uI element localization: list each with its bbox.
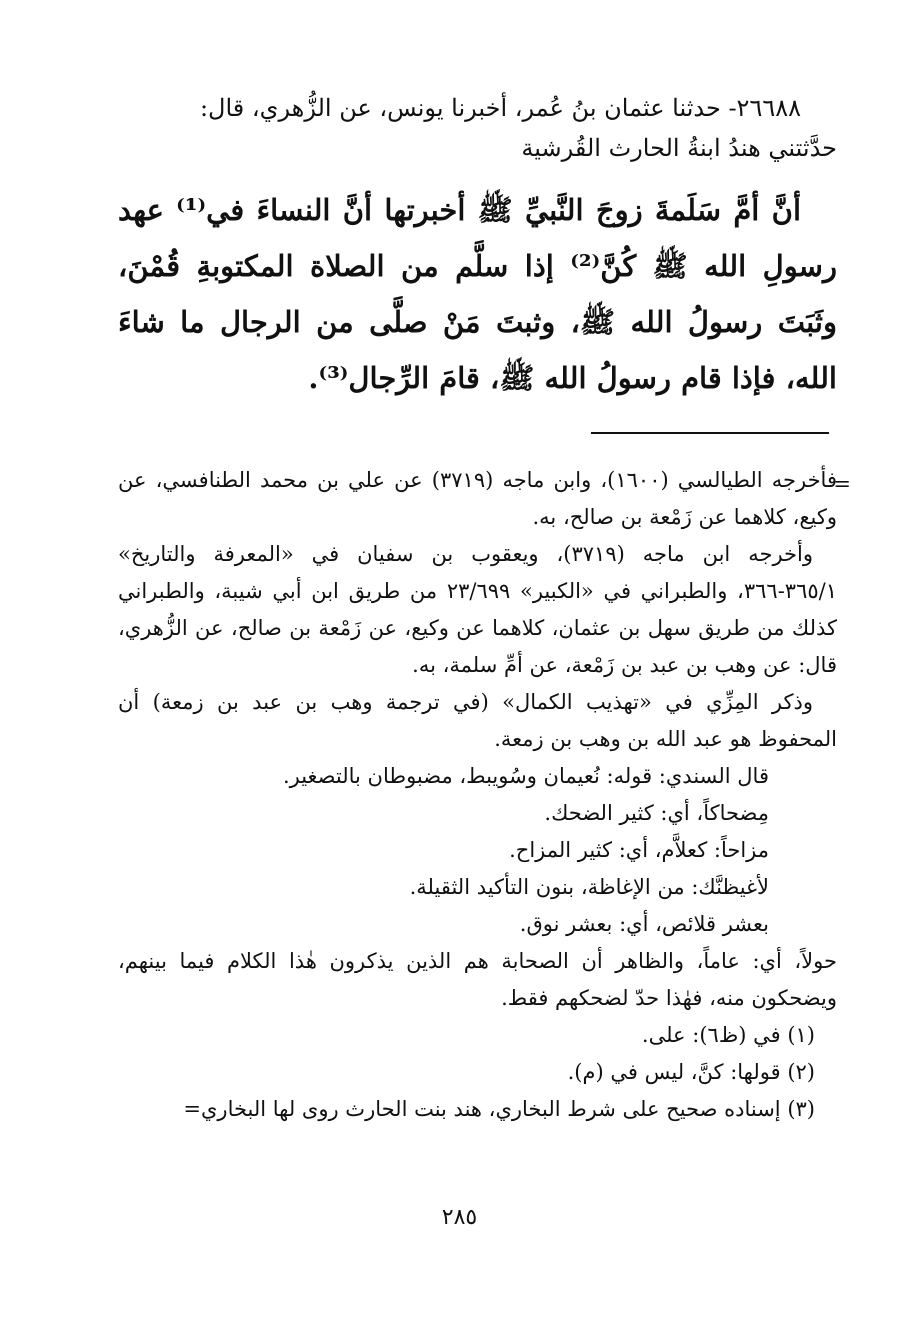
footnote-2: (٢) قولها: كنَّ، ليس في (م). xyxy=(567,1060,815,1084)
isnad-line-2: حدَّثتني هندُ ابنةُ الحارث القُرشية xyxy=(521,134,837,162)
sindi-line-3: مزاحاً: كعلاَّم، أي: كثير المزاح. xyxy=(509,838,769,862)
footnote-1: (١) في (ظ٦): على. xyxy=(641,1023,815,1047)
hadith-isnad xyxy=(118,88,837,168)
sindi-line-1: قال السندي: قوله: نُعيمان وسُويبط، مضبوطان بالتصغير. xyxy=(282,764,769,788)
note-paragraph-2: وأخرجه ابن ماجه (٣٧١٩)، ويعقوب بن سفيان في «المعرفة والتاريخ» ٣٦٥/١-٣٦٦، والطبراني في «الكبير» ٢٣/٦٩٩ من طريق ابن أبي شيبة، والطبراني كذلك من طريق سهل بن عثمان، كلاهما عن وكيع، عن زَمْعة بن صالح، عن الزُّهري، قال: عن وهب بن عبد بن زَمْعة، عن أمِّ سلمة، به. xyxy=(118,542,837,677)
footnote-divider xyxy=(591,432,829,434)
note-paragraph-4: حولاً، أي: عاماً، والظاهر أن الصحابة هم الذين يذكرون هٰذا الكلام فيما بينهم، ويضحكون منه، فهٰذا حدّ لضحكهم فقط. xyxy=(118,949,837,1010)
sindi-line-2: مِضحاكاً، أي: كثير الضحك. xyxy=(544,801,769,825)
notes-section xyxy=(118,462,837,1128)
note-paragraph-3: وذكر المِزِّي في «تهذيب الكمال» (في ترجمة وهب بن عبد بن زمعة) أن المحفوظ هو عبد الله بن وهب بن زمعة. xyxy=(118,690,837,751)
footnote-3: (٣) إسناده صحيح على شرط البخاري، هند بنت الحارث روى لها البخاري= xyxy=(183,1097,815,1121)
isnad-line-1: ٢٦٦٨٨- حدثنا عثمان بنُ عُمر، أخبرنا يونس، عن الزُّهري، قال: xyxy=(199,94,801,122)
page-number: ٢٨٥ xyxy=(441,1205,478,1230)
hadith-matn xyxy=(118,182,837,406)
sindi-line-4: لأغيظنَّك: من الإغاظة، بنون التأكيد الثقيلة. xyxy=(409,875,769,899)
matn-text: أنَّ أمَّ سَلَمةَ زوجَ النَّبيِّ ﷺ أخبرتها أنَّ النساءَ في⁽¹⁾ عهد رسولِ الله ﷺ كُنَّ⁽²⁾ إذا سلَّم من الصلاة المكتوبةِ قُمْنَ، وثَبَتَ رسولُ الله ﷺ، وثبتَ مَنْ صلَّى من الرجال ما شاءَ الله، فإذا قام رسولُ الله ﷺ، قامَ الرِّجال⁽³⁾. xyxy=(118,193,837,395)
note-paragraph-1: فأخرجه الطيالسي (١٦٠٠)، وابن ماجه (٣٧١٩) عن علي بن محمد الطنافسي، عن وكيع، كلاهما عن زَمْعة بن صالح، به. xyxy=(118,468,837,529)
sindi-line-5: بعشر قلائص، أي: بعشر نوق. xyxy=(519,912,769,936)
continuation-mark: = xyxy=(833,472,851,496)
